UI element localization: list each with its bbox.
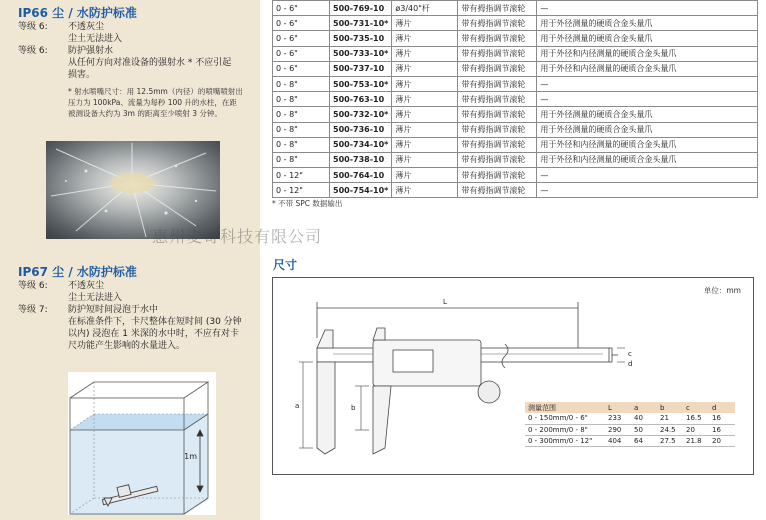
ip66-level6b-label: 等级 6: — [18, 46, 48, 56]
table-row — [273, 137, 758, 152]
spec-line: 不透灰尘 — [68, 22, 105, 32]
output-cell: 薄片 — [392, 152, 458, 167]
feature-cell: 用于外径和内径测量的硬质合金头量爪 — [537, 137, 758, 152]
range-cell: 0 - 12" — [273, 183, 330, 198]
dimension-header-cell: L — [605, 402, 631, 413]
roller-cell: 带有拇指调节滚轮 — [458, 46, 537, 61]
spec-line: 防护强射水 — [68, 46, 114, 56]
dimension-cell: 21 — [657, 413, 683, 424]
ip66-level6-text — [68, 21, 254, 45]
depth-label: 1m — [184, 452, 197, 461]
dimension-cell: 233 — [605, 413, 631, 424]
dimension-cell: 0 - 300mm/0 - 12" — [525, 435, 605, 446]
dimension-cell: 24.5 — [657, 424, 683, 435]
table-row — [273, 107, 758, 122]
output-cell: 薄片 — [392, 107, 458, 122]
ip66-level6-label: 等级 6: — [18, 22, 48, 32]
feature-cell: 用于外径和内径测量的硬质合金头量爪 — [537, 61, 758, 76]
table-row — [273, 1, 758, 16]
feature-cell: 用于外径和内径测量的硬质合金头量爪 — [537, 46, 758, 61]
dimension-header-cell: d — [709, 402, 735, 413]
feature-cell: 用于外径测量的硬质合金头量爪 — [537, 31, 758, 46]
roller-cell: 带有拇指调节滚轮 — [458, 168, 537, 183]
dimension-header-cell: c — [683, 402, 709, 413]
order-number-cell: 500-731-10* — [330, 16, 392, 31]
order-number-cell: 500-754-10* — [330, 183, 392, 198]
ip67-level6-text — [68, 280, 254, 304]
table-row — [273, 61, 758, 76]
output-cell: 薄片 — [392, 168, 458, 183]
range-cell: 0 - 6" — [273, 16, 330, 31]
dimension-cell: 21.8 — [683, 435, 709, 446]
spec-line: 在标准条件下，卡尺整体在短时间 (30 分钟 — [68, 317, 242, 327]
dimension-header-cell: a — [631, 402, 657, 413]
dim-label-d: d — [628, 360, 633, 368]
ip67-level6-label: 等级 6: — [18, 281, 48, 291]
feature-cell: 用于外径测量的硬质合金头量爪 — [537, 107, 758, 122]
table-footnote: * 不带 SPC 数据输出 — [272, 199, 343, 208]
immersion-tank-illustration — [68, 372, 216, 515]
range-cell: 0 - 6" — [273, 31, 330, 46]
roller-cell: 带有拇指调节滚轮 — [458, 137, 537, 152]
note-line: 压力为 100kPa、流量为每秒 100 升的水柱，在距 — [68, 98, 237, 107]
table-row — [273, 183, 758, 198]
spec-line: 尘土无法进入 — [68, 34, 123, 44]
feature-cell: — — [537, 183, 758, 198]
order-number-cell: 500-732-10* — [330, 107, 392, 122]
dimension-cell: 50 — [631, 424, 657, 435]
output-cell: 薄片 — [392, 183, 458, 198]
order-number-cell: 500-734-10* — [330, 137, 392, 152]
output-cell: 薄片 — [392, 31, 458, 46]
roller-cell: 带有拇指调节滚轮 — [458, 152, 537, 167]
ip66-level6b — [0, 45, 260, 83]
caliper-dimension-drawing — [272, 277, 754, 475]
dimension-cell: 20 — [683, 424, 709, 435]
unit-label: 单位：mm — [703, 286, 741, 295]
dimension-cell: 404 — [605, 435, 631, 446]
note-line: * 射水喷嘴尺寸：用 12.5mm（内径）的喷嘴喷射出 — [68, 87, 243, 96]
spec-line: 从任何方向对准设备的强射水 * 不应引起 — [68, 58, 232, 68]
table-row — [273, 31, 758, 46]
range-cell: 0 - 8" — [273, 122, 330, 137]
note-line: 被测设备大约为 3m 的距离至少喷射 3 分钟。 — [68, 109, 222, 118]
dimension-cell: 16.5 — [683, 413, 709, 424]
spec-line: 尘土无法进入 — [68, 293, 123, 303]
range-cell: 0 - 8" — [273, 137, 330, 152]
feature-cell: 用于外径测量的硬质合金头量爪 — [537, 16, 758, 31]
feature-cell: — — [537, 92, 758, 107]
dimension-row — [525, 413, 735, 424]
feature-cell: — — [537, 1, 758, 16]
dim-label-L: L — [443, 298, 447, 306]
roller-cell: 带有拇指调节滚轮 — [458, 61, 537, 76]
range-cell: 0 - 8" — [273, 152, 330, 167]
company-watermark: 惠州麦奇科技有限公司 — [152, 227, 323, 246]
dimension-table — [525, 402, 735, 447]
spec-line: 以内) 浸泡在 1 米深的水中时，不应有对卡 — [68, 329, 239, 339]
ip66-note — [68, 86, 254, 119]
dim-label-c: c — [628, 350, 632, 358]
dimension-cell: 290 — [605, 424, 631, 435]
range-cell: 0 - 6" — [273, 61, 330, 76]
ip67-level6 — [0, 280, 260, 304]
roller-cell: 带有拇指调节滚轮 — [458, 92, 537, 107]
output-cell: 薄片 — [392, 76, 458, 91]
dimension-row — [525, 424, 735, 435]
order-number-cell: 500-737-10 — [330, 61, 392, 76]
output-cell: 薄片 — [392, 92, 458, 107]
table-row — [273, 76, 758, 91]
order-number-cell: 500-736-10 — [330, 122, 392, 137]
table-row — [273, 122, 758, 137]
dimensions-heading: 尺寸 — [273, 258, 298, 272]
spec-line: 损害。 — [68, 70, 96, 80]
output-cell: 薄片 — [392, 122, 458, 137]
dimension-header-cell: 测量范围 — [525, 402, 605, 413]
order-number-cell: 500-753-10* — [330, 76, 392, 91]
order-number-cell: 500-738-10 — [330, 152, 392, 167]
output-cell: 薄片 — [392, 137, 458, 152]
dimension-cell: 27.5 — [657, 435, 683, 446]
dimension-cell: 16 — [709, 424, 735, 435]
dim-label-b: b — [351, 404, 356, 412]
table-row — [273, 152, 758, 167]
feature-cell: — — [537, 168, 758, 183]
order-number-cell: 500-733-10* — [330, 46, 392, 61]
ip66-level6 — [0, 21, 260, 45]
protection-panel — [0, 0, 260, 520]
feature-cell: 用于外径和内径测量的硬质合金头量爪 — [537, 152, 758, 167]
range-cell: 0 - 6" — [273, 1, 330, 16]
ip66-title: IP66 尘 / 水防护标准 — [18, 6, 137, 20]
range-cell: 0 - 12" — [273, 168, 330, 183]
roller-cell: 带有拇指调节滚轮 — [458, 122, 537, 137]
table-row — [273, 168, 758, 183]
dim-label-a: a — [295, 402, 300, 410]
roller-cell: 带有拇指调节滚轮 — [458, 16, 537, 31]
roller-cell: 带有拇指调节滚轮 — [458, 31, 537, 46]
ip67-title: IP67 尘 / 水防护标准 — [18, 265, 137, 279]
range-cell: 0 - 8" — [273, 92, 330, 107]
ip67-level7-text — [68, 304, 254, 352]
output-cell: 薄片 — [392, 61, 458, 76]
table-row — [273, 92, 758, 107]
feature-cell: — — [537, 76, 758, 91]
ip67-level7 — [0, 304, 260, 354]
dimension-table-header — [525, 402, 735, 413]
dimension-cell: 0 - 150mm/0 - 6" — [525, 413, 605, 424]
dimension-row — [525, 435, 735, 446]
model-table — [272, 0, 758, 198]
order-number-cell: 500-735-10 — [330, 31, 392, 46]
dimension-cell: 16 — [709, 413, 735, 424]
table-row — [273, 46, 758, 61]
range-cell: 0 - 6" — [273, 46, 330, 61]
spec-line: 不透灰尘 — [68, 281, 105, 291]
roller-cell: 带有拇指调节滚轮 — [458, 183, 537, 198]
order-number-cell: 500-769-10 — [330, 1, 392, 16]
order-number-cell: 500-764-10 — [330, 168, 392, 183]
order-number-cell: 500-763-10 — [330, 92, 392, 107]
roller-cell: 带有拇指调节滚轮 — [458, 76, 537, 91]
range-cell: 0 - 8" — [273, 107, 330, 122]
dimension-cell: 0 - 200mm/0 - 8" — [525, 424, 605, 435]
table-row — [273, 16, 758, 31]
output-cell: 薄片 — [392, 16, 458, 31]
spec-line: 防护短时间浸泡于水中 — [68, 305, 159, 315]
dimension-cell: 40 — [631, 413, 657, 424]
ip67-level7-label: 等级 7: — [18, 305, 48, 315]
feature-cell: 用于外径测量的硬质合金头量爪 — [537, 122, 758, 137]
output-cell: 薄片 — [392, 46, 458, 61]
dimension-cell: 20 — [709, 435, 735, 446]
ip66-level6b-text — [68, 45, 254, 81]
roller-cell: 带有拇指调节滚轮 — [458, 107, 537, 122]
output-cell: ø3/40"杆 — [392, 1, 458, 16]
range-cell: 0 - 8" — [273, 76, 330, 91]
roller-cell: 带有拇指调节滚轮 — [458, 1, 537, 16]
dimension-cell: 64 — [631, 435, 657, 446]
spec-line: 尺功能产生影响的水量进入。 — [68, 341, 186, 351]
dimension-header-cell: b — [657, 402, 683, 413]
